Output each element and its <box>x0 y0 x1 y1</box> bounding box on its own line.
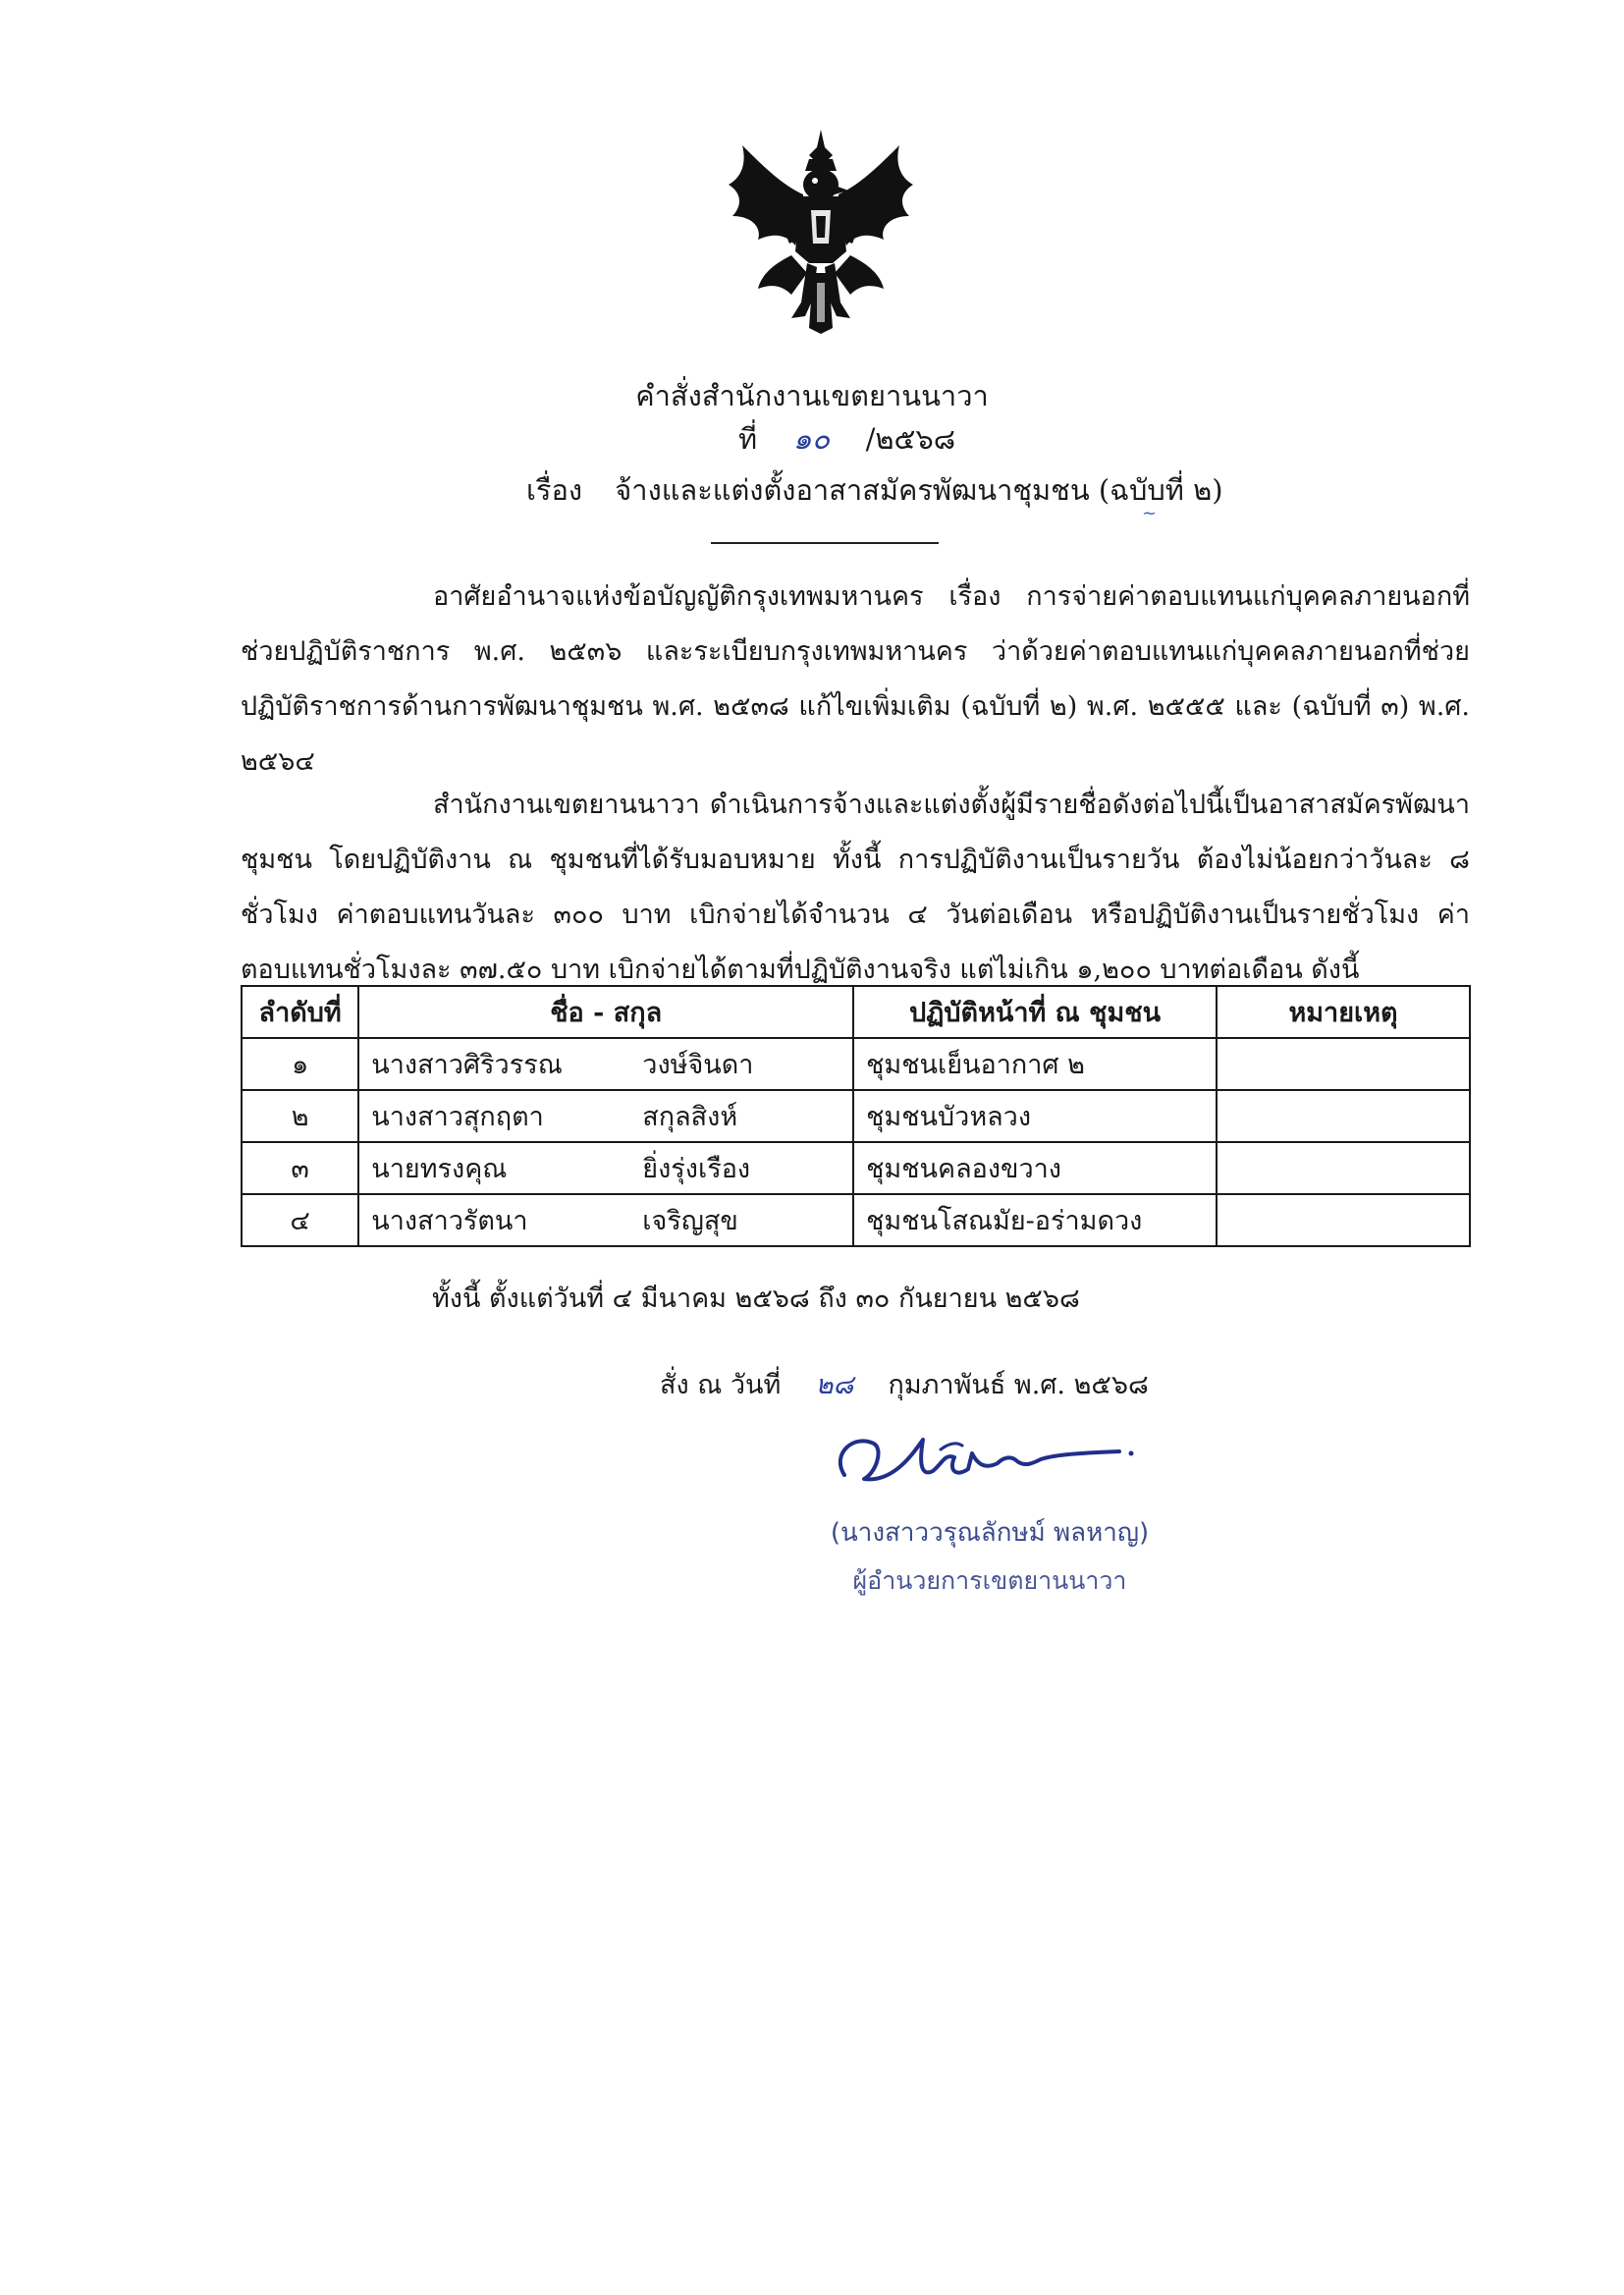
subject-line <box>526 467 1223 513</box>
header-no: ลำดับที่ <box>242 986 358 1038</box>
row-community: ชุมชนเย็นอากาศ ๒ <box>853 1038 1217 1090</box>
row-community: ชุมชนคลองขวาง <box>853 1142 1217 1194</box>
row-remark <box>1217 1038 1470 1090</box>
row-no: ๓ <box>242 1142 358 1194</box>
ink-mark-icon: ~ <box>1142 503 1158 523</box>
table-row <box>242 1090 1470 1142</box>
row-name <box>358 1194 853 1246</box>
ordered-date-line <box>660 1363 1149 1405</box>
subject-label: เรื่อง <box>526 473 583 507</box>
signer-position: ผู้อำนวยการเขตยานนาวา <box>852 1566 1127 1595</box>
row-community: ชุมชนโสณมัย-อร่ามดวง <box>853 1194 1217 1246</box>
ordered-prefix: สั่ง ณ วันที่ <box>660 1370 782 1400</box>
row-name <box>358 1090 853 1142</box>
row-remark <box>1217 1194 1470 1246</box>
header-remark: หมายเหตุ <box>1217 986 1470 1038</box>
row-community: ชุมชนบัวหลวง <box>853 1090 1217 1142</box>
row-no: ๒ <box>242 1090 358 1142</box>
header-name: ชื่อ - สกุล <box>358 986 853 1038</box>
order-prefix: ที่ <box>738 422 758 456</box>
volunteer-table <box>241 985 1471 1247</box>
row-first-name: นางสาวศิริวรรณ <box>371 1050 563 1080</box>
appointment-paragraph: สำนักงานเขตยานนาวา ดำเนินการจ้างและแต่งตั้งผู้มีรายชื่อดังต่อไปนี้เป็นอาสาสมัครพัฒนาชุมชน โดยปฏิบัติงาน ณ ชุมชนที่ได้รับมอบหมาย ทั้งนี้ การปฏิบัติงานเป็นรายวัน ต้องไม่น้อยกว่าวันละ ๘ ชั่วโมง ค่าตอบแทนวันละ ๓๐๐ บาท เบิกจ่ายได้จำนวน ๔ วันต่อเดือน หรือปฏิบัติงานเป็นรายชั่วโมง ค่าตอบแทนชั่วโมงละ ๓๗.๕๐ บาท เบิกจ่ายได้ตามที่ปฏิบัติงานจริง แต่ไม่เกิน ๑,๒๐๐ บาทต่อเดือน ดังนี้ <box>241 790 1470 985</box>
row-first-name: นายทรงคุณ <box>371 1154 508 1184</box>
handwritten-signature <box>825 1414 1149 1503</box>
row-no: ๔ <box>242 1194 358 1246</box>
row-no: ๑ <box>242 1038 358 1090</box>
table-row <box>242 1194 1470 1246</box>
table-row <box>242 1038 1470 1090</box>
row-last-name: ยิ่งรุ่งเรือง <box>642 1154 751 1184</box>
authority-paragraph: อาศัยอำนาจแห่งข้อบัญญัติกรุงเทพมหานคร เรื่อง การจ่ายค่าตอบแทนแก่บุคคลภายนอกที่ช่วยปฏิบัติราชการ พ.ศ. ๒๕๓๖ และระเบียบกรุงเทพมหานคร ว่าด้วยค่าตอบแทนแก่บุคคลภายนอกที่ช่วยปฏิบัติราชการด้านการพัฒนาชุมชน พ.ศ. ๒๕๓๘ แก้ไขเพิ่มเติม (ฉบับที่ ๒) พ.ศ. ๒๕๕๕ และ (ฉบับที่ ๓) พ.ศ. ๒๕๖๔ <box>241 581 1470 777</box>
row-name <box>358 1038 853 1090</box>
row-remark <box>1217 1142 1470 1194</box>
row-first-name: นางสาวรัตนา <box>371 1206 528 1236</box>
header-community: ปฏิบัติหน้าที่ ณ ชุมชน <box>853 986 1217 1038</box>
table-row <box>242 1142 1470 1194</box>
garuda-emblem <box>723 126 919 336</box>
order-number-line <box>738 416 955 463</box>
ordered-day-handwritten: ๒๘ <box>815 1370 854 1400</box>
order-title: คำสั่งสำนักงานเขตยานนาวา <box>635 379 989 412</box>
subject-text: จ้างและแต่งตั้งอาสาสมัครพัฒนาชุมชน (ฉบับที่ ๒) <box>615 473 1223 507</box>
table-header-row <box>242 986 1470 1038</box>
row-last-name: วงษ์จินดา <box>642 1050 754 1080</box>
row-first-name: นางสาวสุกฤตา <box>371 1102 544 1132</box>
effective-period: ทั้งนี้ ตั้งแต่วันที่ ๔ มีนาคม ๒๕๖๘ ถึง ๓๐ กันยายน ๒๕๖๘ <box>432 1284 1080 1314</box>
ordered-suffix: กุมภาพันธ์ พ.ศ. ๒๕๖๘ <box>888 1370 1149 1400</box>
row-last-name: เจริญสุข <box>642 1206 738 1236</box>
order-number-handwritten: ๑๐ <box>792 422 831 457</box>
order-year: /๒๕๖๘ <box>865 422 956 456</box>
signer-name: (นางสาววรุณลักษม์ พลหาญ) <box>830 1518 1150 1548</box>
row-remark <box>1217 1090 1470 1142</box>
row-name <box>358 1142 853 1194</box>
row-last-name: สกุลสิงห์ <box>642 1102 738 1132</box>
header-divider <box>711 542 939 544</box>
